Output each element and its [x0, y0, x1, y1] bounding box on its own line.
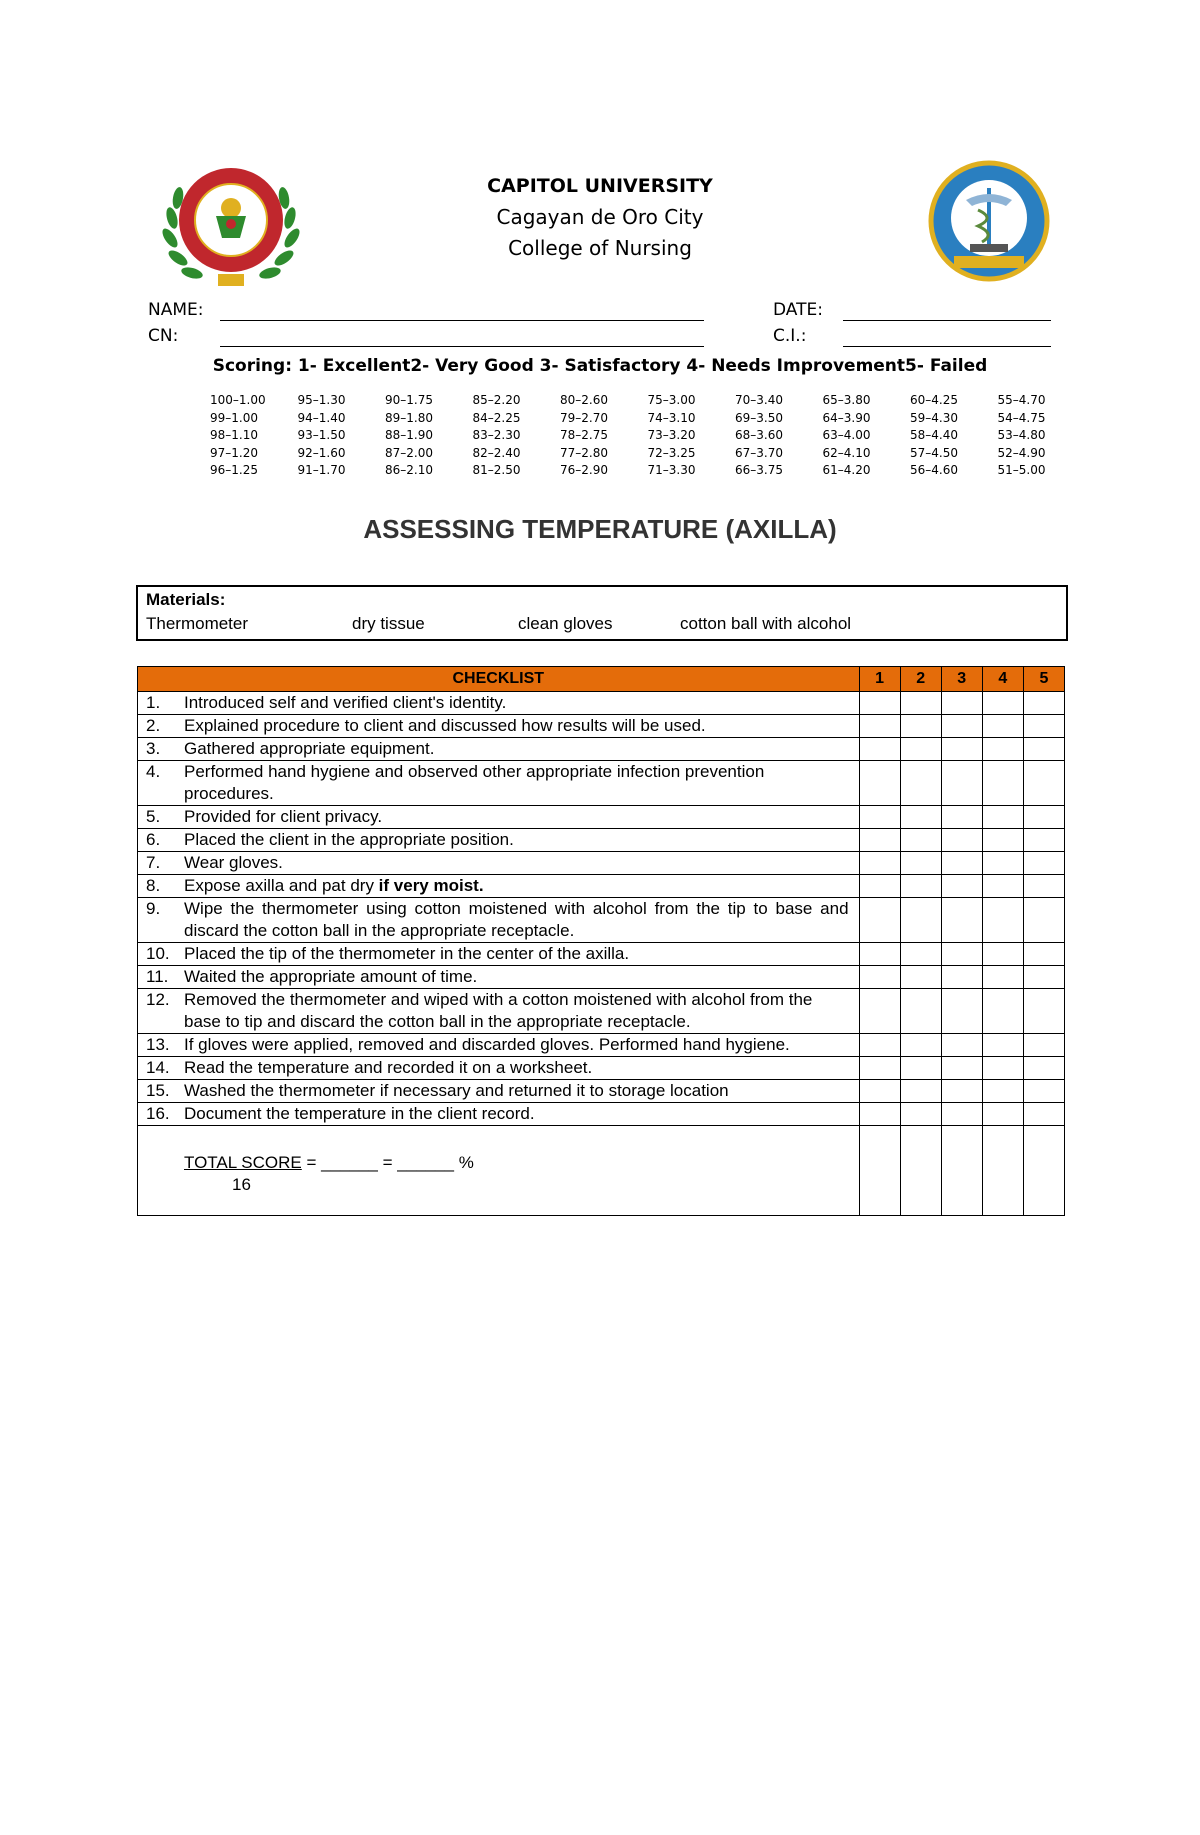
- score-cell[interactable]: [941, 715, 982, 738]
- score-cell[interactable]: [859, 738, 900, 761]
- grade-scale-cell: 60–4.25: [910, 393, 958, 407]
- score-cell[interactable]: [941, 761, 982, 806]
- total-score-label: TOTAL SCORE: [184, 1153, 302, 1172]
- item-text: Placed the tip of the thermometer in the center of the axilla.: [184, 944, 630, 963]
- checklist-item: [138, 966, 860, 989]
- score-cell[interactable]: [982, 966, 1023, 989]
- score-cell[interactable]: [900, 761, 941, 806]
- checklist-row: [138, 943, 1065, 966]
- item-text: If gloves were applied, removed and discarded gloves. Performed hand hygiene.: [184, 1035, 790, 1054]
- score-cell[interactable]: [859, 989, 900, 1034]
- material-item: clean gloves: [518, 614, 613, 633]
- material-item: cotton ball with alcohol: [680, 614, 852, 633]
- grade-scale-cell: 67–3.70: [735, 445, 783, 460]
- grade-scale-cell: 98–1.10: [210, 428, 258, 442]
- score-cell[interactable]: [982, 852, 1023, 875]
- grade-scale-cell: 79–2.70: [560, 410, 608, 425]
- cn-label: CN:: [148, 326, 179, 346]
- scoring-legend: Scoring: 1- Excellent2- Very Good 3- Satisfactory 4- Needs Improvement5- Failed: [212, 356, 988, 376]
- score-cell[interactable]: [1023, 852, 1064, 875]
- university-name: CAPITOL UNIVERSITY: [487, 175, 713, 197]
- score-cell[interactable]: [941, 966, 982, 989]
- grade-scale-cell: 92–1.60: [297, 445, 346, 460]
- score-cell[interactable]: [900, 966, 941, 989]
- item-text: Introduced self and verified client's identity.: [184, 693, 507, 712]
- score-cell[interactable]: [941, 1126, 982, 1216]
- score-cell[interactable]: [941, 738, 982, 761]
- score-cell[interactable]: [941, 898, 982, 943]
- item-number: 14.: [146, 1058, 170, 1077]
- grade-scale-cell: 69–3.50: [735, 410, 783, 425]
- score-cell[interactable]: [900, 898, 941, 943]
- grade-scale-cell: 83–2.30: [472, 428, 521, 442]
- grade-scale-cell: 64–3.90: [822, 410, 871, 425]
- grade-scale-cell: 71–3.30: [647, 463, 696, 477]
- score-column-header: 2: [900, 667, 941, 692]
- item-number: 9.: [146, 899, 161, 918]
- checklist-table: [137, 666, 1065, 1216]
- item-text: Read the temperature and recorded it on a worksheet.: [184, 1058, 593, 1077]
- score-cell[interactable]: [1023, 829, 1064, 852]
- score-cell[interactable]: [982, 761, 1023, 806]
- item-number: 3.: [146, 739, 161, 758]
- checklist-item: [138, 738, 860, 761]
- university-city: Cagayan de Oro City: [496, 205, 704, 229]
- checklist-row: [138, 1034, 1065, 1057]
- grade-scale-cell: 88–1.90: [385, 428, 433, 442]
- checklist-row: [138, 1103, 1065, 1126]
- score-cell[interactable]: [859, 898, 900, 943]
- score-cell[interactable]: [982, 875, 1023, 898]
- score-cell[interactable]: [1023, 761, 1064, 806]
- ci-label: C.I.:: [773, 326, 807, 346]
- item-number: 8.: [146, 876, 161, 895]
- score-cell[interactable]: [941, 1057, 982, 1080]
- score-cell[interactable]: [1023, 738, 1064, 761]
- score-cell[interactable]: [900, 829, 941, 852]
- grade-scale-cell: 90–1.75: [385, 393, 433, 407]
- score-cell[interactable]: [1023, 898, 1064, 943]
- checklist-row: [138, 1080, 1065, 1103]
- checklist-row: [138, 692, 1065, 715]
- grade-scale-cell: 75–3.00: [647, 393, 696, 407]
- score-column-header: 1: [859, 667, 900, 692]
- materials-heading: Materials:: [146, 590, 226, 609]
- score-cell[interactable]: [859, 875, 900, 898]
- score-cell[interactable]: [941, 1103, 982, 1126]
- score-cell[interactable]: [900, 875, 941, 898]
- grade-scale-cell: 61–4.20: [822, 463, 871, 477]
- score-cell[interactable]: [900, 943, 941, 966]
- grade-scale-cell: 99–1.00: [210, 410, 258, 425]
- score-cell[interactable]: [982, 1103, 1023, 1126]
- score-cell[interactable]: [982, 715, 1023, 738]
- grade-scale-cell: 78–2.75: [560, 428, 608, 442]
- score-cell[interactable]: [1023, 1034, 1064, 1057]
- score-cell[interactable]: [900, 1103, 941, 1126]
- score-cell[interactable]: [941, 829, 982, 852]
- checklist-row: [138, 715, 1065, 738]
- name-label: NAME:: [148, 300, 204, 320]
- score-cell[interactable]: [859, 829, 900, 852]
- grade-scale-cell: 100–1.00: [210, 393, 266, 407]
- score-cell[interactable]: [982, 806, 1023, 829]
- score-cell[interactable]: [1023, 875, 1064, 898]
- grade-scale-cell: 55–4.70: [997, 393, 1046, 407]
- item-number: 10.: [146, 944, 170, 963]
- score-cell[interactable]: [859, 1126, 900, 1216]
- score-column-header: 3: [941, 667, 982, 692]
- checklist-row: [138, 966, 1065, 989]
- grade-scale-cell: 63–4.00: [822, 428, 871, 442]
- item-number: 7.: [146, 853, 161, 872]
- grade-scale-cell: 77–2.80: [560, 445, 608, 460]
- score-cell[interactable]: [900, 806, 941, 829]
- total-score-blanks: = ______ = ______ %: [301, 1153, 474, 1172]
- grade-scale-cell: 58–4.40: [910, 428, 958, 442]
- score-cell[interactable]: [982, 898, 1023, 943]
- checklist-row: [138, 738, 1065, 761]
- checklist-item: [138, 989, 860, 1034]
- item-text: Explained procedure to client and discussed how results will be used.: [184, 716, 706, 735]
- item-text: Removed the thermometer and wiped with a cotton moistened with alcohol from the base to tip and discard the cotton ball in the appropriate receptacle.: [184, 990, 813, 1031]
- item-number: 12.: [146, 990, 170, 1009]
- total-score-denominator: 16: [232, 1175, 251, 1194]
- grade-scale-row: [210, 445, 1085, 463]
- grade-scale-cell: 84–2.25: [472, 410, 521, 425]
- checklist-row: [138, 806, 1065, 829]
- score-cell[interactable]: [900, 692, 941, 715]
- score-cell[interactable]: [941, 875, 982, 898]
- checklist-item: [138, 1057, 860, 1080]
- checklist-item: [138, 1103, 860, 1126]
- grade-scale-cell: 93–1.50: [297, 428, 346, 442]
- score-cell[interactable]: [982, 738, 1023, 761]
- score-cell[interactable]: [1023, 989, 1064, 1034]
- date-field[interactable]: [843, 320, 1051, 321]
- score-cell[interactable]: [941, 943, 982, 966]
- total-score-row: [138, 1126, 1065, 1216]
- score-cell[interactable]: [1023, 1057, 1064, 1080]
- item-number: 6.: [146, 830, 161, 849]
- checklist-row: [138, 875, 1065, 898]
- grade-scale-cell: 65–3.80: [822, 393, 871, 407]
- score-cell[interactable]: [900, 715, 941, 738]
- name-field[interactable]: [220, 320, 704, 321]
- score-cell[interactable]: [900, 1034, 941, 1057]
- score-cell[interactable]: [859, 943, 900, 966]
- checklist-item: [138, 715, 860, 738]
- item-text: Placed the client in the appropriate position.: [184, 830, 514, 849]
- checklist-row: [138, 1057, 1065, 1080]
- score-cell[interactable]: [1023, 966, 1064, 989]
- checklist-item: [138, 852, 860, 875]
- grade-scale-cell: 62–4.10: [822, 445, 871, 460]
- grade-scale-cell: 95–1.30: [297, 393, 346, 407]
- grade-scale-cell: 80–2.60: [560, 393, 608, 407]
- score-cell[interactable]: [859, 1103, 900, 1126]
- item-text: Waited the appropriate amount of time.: [184, 967, 478, 986]
- score-cell[interactable]: [900, 852, 941, 875]
- grade-scale-table: [210, 392, 1085, 480]
- score-cell[interactable]: [1023, 806, 1064, 829]
- date-label: DATE:: [773, 300, 823, 320]
- grade-scale-cell: 54–4.75: [997, 410, 1046, 425]
- grade-scale-cell: 53–4.80: [997, 428, 1046, 442]
- checklist-item: [138, 806, 860, 829]
- score-cell[interactable]: [982, 989, 1023, 1034]
- grade-scale-cell: 52–4.90: [997, 445, 1046, 460]
- score-cell[interactable]: [982, 943, 1023, 966]
- college-name: College of Nursing: [508, 236, 692, 260]
- grade-scale-cell: 81–2.50: [472, 463, 521, 477]
- item-text: Expose axilla and pat dry: [184, 876, 379, 895]
- score-cell[interactable]: [1023, 692, 1064, 715]
- score-cell[interactable]: [941, 806, 982, 829]
- item-number: 13.: [146, 1035, 170, 1054]
- grade-scale-cell: 89–1.80: [385, 410, 433, 425]
- checklist-row: [138, 989, 1065, 1034]
- score-column-header: 4: [982, 667, 1023, 692]
- material-item: Thermometer: [146, 614, 249, 633]
- score-cell[interactable]: [859, 852, 900, 875]
- score-cell[interactable]: [982, 1057, 1023, 1080]
- score-cell[interactable]: [859, 966, 900, 989]
- score-cell[interactable]: [941, 989, 982, 1034]
- score-cell[interactable]: [900, 1126, 941, 1216]
- grade-scale-cell: 96–1.25: [210, 463, 258, 477]
- checklist-header-row: [138, 667, 1065, 692]
- item-text: Washed the thermometer if necessary and returned it to storage location: [184, 1081, 729, 1100]
- total-score-cell: [138, 1126, 860, 1216]
- score-cell[interactable]: [941, 1080, 982, 1103]
- score-cell[interactable]: [982, 1034, 1023, 1057]
- grade-scale-cell: 74–3.10: [647, 410, 696, 425]
- checklist-item: [138, 692, 860, 715]
- score-cell[interactable]: [859, 1057, 900, 1080]
- grade-scale-cell: 94–1.40: [297, 410, 346, 425]
- score-cell[interactable]: [1023, 1103, 1064, 1126]
- page-title: ASSESSING TEMPERATURE (AXILLA): [363, 514, 837, 544]
- ci-field[interactable]: [843, 346, 1051, 347]
- checklist-item: [138, 943, 860, 966]
- grade-scale-row: [210, 427, 1085, 445]
- score-cell[interactable]: [859, 692, 900, 715]
- item-number: 1.: [146, 693, 161, 712]
- checklist-row: [138, 829, 1065, 852]
- grade-scale-cell: 59–4.30: [910, 410, 958, 425]
- grade-scale-cell: 70–3.40: [735, 393, 783, 407]
- cn-field[interactable]: [220, 346, 704, 347]
- grade-scale-cell: 57–4.50: [910, 445, 958, 460]
- grade-scale-cell: 91–1.70: [297, 463, 346, 477]
- grade-scale-cell: 68–3.60: [735, 428, 783, 442]
- score-cell[interactable]: [900, 1080, 941, 1103]
- item-number: 2.: [146, 716, 161, 735]
- checklist-item: [138, 1034, 860, 1057]
- checklist-item: [138, 761, 860, 806]
- checklist-item: [138, 898, 860, 943]
- item-text-emphasis: if very moist.: [378, 876, 484, 895]
- score-cell[interactable]: [941, 852, 982, 875]
- grade-scale-cell: 56–4.60: [910, 463, 958, 477]
- grade-scale-cell: 66–3.75: [735, 463, 783, 477]
- item-number: 16.: [146, 1104, 170, 1123]
- checklist-item: [138, 875, 860, 898]
- item-text: Performed hand hygiene and observed other appropriate infection prevention procedures.: [184, 762, 765, 803]
- checklist-row: [138, 761, 1065, 806]
- score-cell[interactable]: [859, 1080, 900, 1103]
- item-number: 5.: [146, 807, 161, 826]
- grade-scale-cell: 72–3.25: [647, 445, 696, 460]
- item-text: Wipe the thermometer using cotton moistened with alcohol from the tip to base and discard the cotton ball in the appropriate receptacle.: [184, 899, 849, 940]
- grade-scale-row: [210, 392, 1085, 410]
- grade-scale-row: [210, 462, 1085, 480]
- checklist-item: [138, 829, 860, 852]
- score-cell[interactable]: [982, 1126, 1023, 1216]
- grade-scale-cell: 97–1.20: [210, 445, 258, 460]
- materials-box: [136, 585, 1068, 641]
- score-cell[interactable]: [900, 1057, 941, 1080]
- score-cell[interactable]: [859, 715, 900, 738]
- university-heading: [0, 170, 1200, 264]
- grade-scale-cell: 86–2.10: [385, 463, 433, 477]
- item-number: 11.: [146, 967, 169, 986]
- score-cell[interactable]: [900, 989, 941, 1034]
- checklist-header: CHECKLIST: [138, 667, 860, 692]
- score-cell[interactable]: [941, 692, 982, 715]
- item-text: Provided for client privacy.: [184, 807, 383, 826]
- item-text: Wear gloves.: [184, 853, 283, 872]
- item-text: Document the temperature in the client record.: [184, 1104, 535, 1123]
- score-column-header: 5: [1023, 667, 1064, 692]
- score-cell[interactable]: [982, 1080, 1023, 1103]
- item-number: 4.: [146, 762, 161, 781]
- checklist-row: [138, 852, 1065, 875]
- grade-scale-cell: 85–2.20: [472, 393, 521, 407]
- grade-scale-cell: 73–3.20: [647, 428, 696, 442]
- score-cell[interactable]: [900, 738, 941, 761]
- checklist-row: [138, 898, 1065, 943]
- grade-scale-cell: 51–5.00: [997, 463, 1046, 477]
- grade-scale-row: [210, 410, 1085, 428]
- score-cell[interactable]: [982, 692, 1023, 715]
- score-cell[interactable]: [1023, 943, 1064, 966]
- grade-scale-cell: 87–2.00: [385, 445, 433, 460]
- item-text: Gathered appropriate equipment.: [184, 739, 435, 758]
- score-cell[interactable]: [941, 1034, 982, 1057]
- item-number: 15.: [146, 1081, 170, 1100]
- score-cell[interactable]: [859, 1034, 900, 1057]
- grade-scale-cell: 82–2.40: [472, 445, 521, 460]
- score-cell[interactable]: [859, 761, 900, 806]
- score-cell[interactable]: [1023, 1080, 1064, 1103]
- grade-scale-cell: 76–2.90: [560, 463, 608, 477]
- score-cell[interactable]: [1023, 715, 1064, 738]
- score-cell[interactable]: [982, 829, 1023, 852]
- checklist-item: [138, 1080, 860, 1103]
- score-cell[interactable]: [859, 806, 900, 829]
- material-item: dry tissue: [352, 614, 425, 633]
- score-cell[interactable]: [1023, 1126, 1064, 1216]
